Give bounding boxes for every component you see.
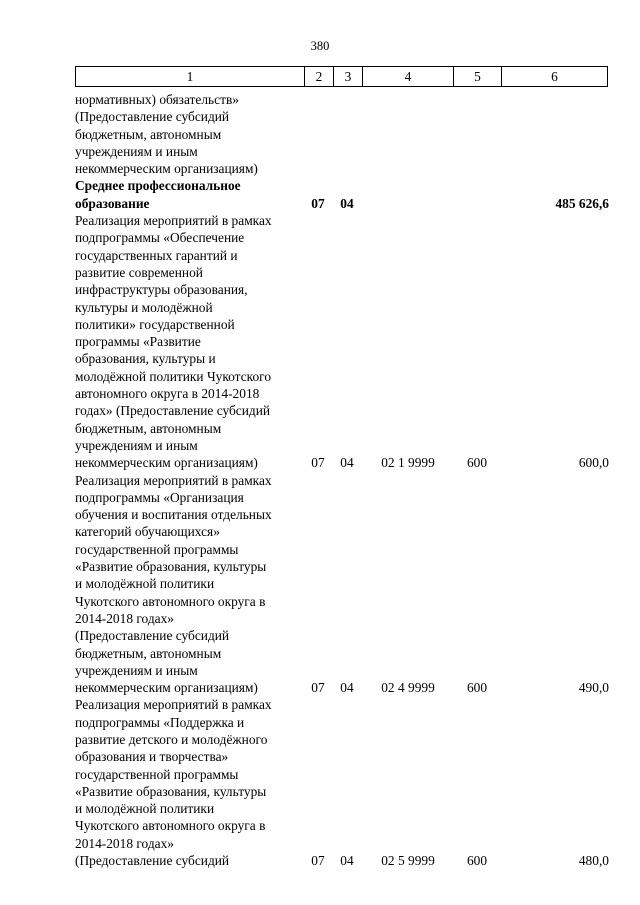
- amount-value: 490,0: [578, 680, 609, 696]
- column-header-2: 2: [305, 67, 334, 87]
- expense-type-code: 600: [466, 680, 488, 696]
- column-header-row: [76, 67, 608, 87]
- target-article-code: 02 1 9999: [381, 455, 435, 471]
- expense-type-code: 600: [466, 455, 488, 471]
- page-number: 380: [310, 39, 330, 53]
- row-codes: [75, 454, 615, 471]
- section-code: 07: [311, 680, 325, 696]
- subsection-code: 04: [340, 195, 354, 211]
- budget-table-body: [75, 91, 615, 869]
- row-description: нормативных) обязательств» (Предоставление субсидий бюджетным, автономным учреждениям и иным некоммерческим организациям): [75, 92, 258, 177]
- column-header-3: 3: [334, 67, 363, 87]
- section-code: 07: [311, 853, 325, 869]
- expense-type-code: 600: [466, 853, 488, 869]
- table-row-section-total: [75, 177, 615, 212]
- row-description: Реализация мероприятий в рамках подпрограммы «Поддержка и развитие детского и молодёжного образования и творчества» государственной программы «Развитие образования, культуры и молодёжной политики Чукотского автономного округа в 2014-2018 годах» (Предоставление субсидий: [75, 697, 272, 869]
- row-description: Реализация мероприятий в рамках подпрограммы «Обеспечение государственных гарантий и развитие современной инфраструктуры образования, культуры и молодёжной политики» государственной программы «Развитие образования, культуры и молодёжной политики Чукотского автономного округа в 2014-2018 годах» (Предоставление субсидий бюджетным, автономным учреждениям и иным некоммерческим организациям): [75, 213, 272, 471]
- column-header-1: 1: [76, 67, 305, 87]
- section-code: 07: [311, 195, 325, 211]
- row-description: Реализация мероприятий в рамках подпрограммы «Организация обучения и воспитания отдельных категорий обучающихся» государственной программы «Развитие образования, культуры и молодёжной политики Чукотского автономного округа в 2014-2018 годах» (Предоставление субсидий бюджетным, автономным учреждениям и иным некоммерческим организациям): [75, 472, 272, 696]
- table-row: [75, 91, 615, 177]
- table-row: [75, 472, 615, 697]
- section-code: 07: [311, 455, 325, 471]
- row-description: Среднее профессиональное образование: [75, 178, 241, 211]
- row-codes: [75, 679, 615, 696]
- column-header-6: 6: [502, 67, 608, 87]
- target-article-code: 02 5 9999: [381, 853, 435, 869]
- amount-value: 480,0: [578, 853, 609, 869]
- table-row: [75, 696, 615, 869]
- column-header-5: 5: [454, 67, 502, 87]
- table-row: [75, 212, 615, 471]
- subsection-code: 04: [340, 455, 354, 471]
- column-header-table: [75, 66, 608, 87]
- subsection-code: 04: [340, 853, 354, 869]
- row-codes: [75, 195, 615, 212]
- amount-value: 600,0: [578, 455, 609, 471]
- column-header-4: 4: [363, 67, 454, 87]
- target-article-code: 02 4 9999: [381, 680, 435, 696]
- row-codes: [75, 160, 615, 177]
- amount-value: 485 626,6: [555, 195, 609, 211]
- subsection-code: 04: [340, 680, 354, 696]
- row-codes: [75, 852, 615, 869]
